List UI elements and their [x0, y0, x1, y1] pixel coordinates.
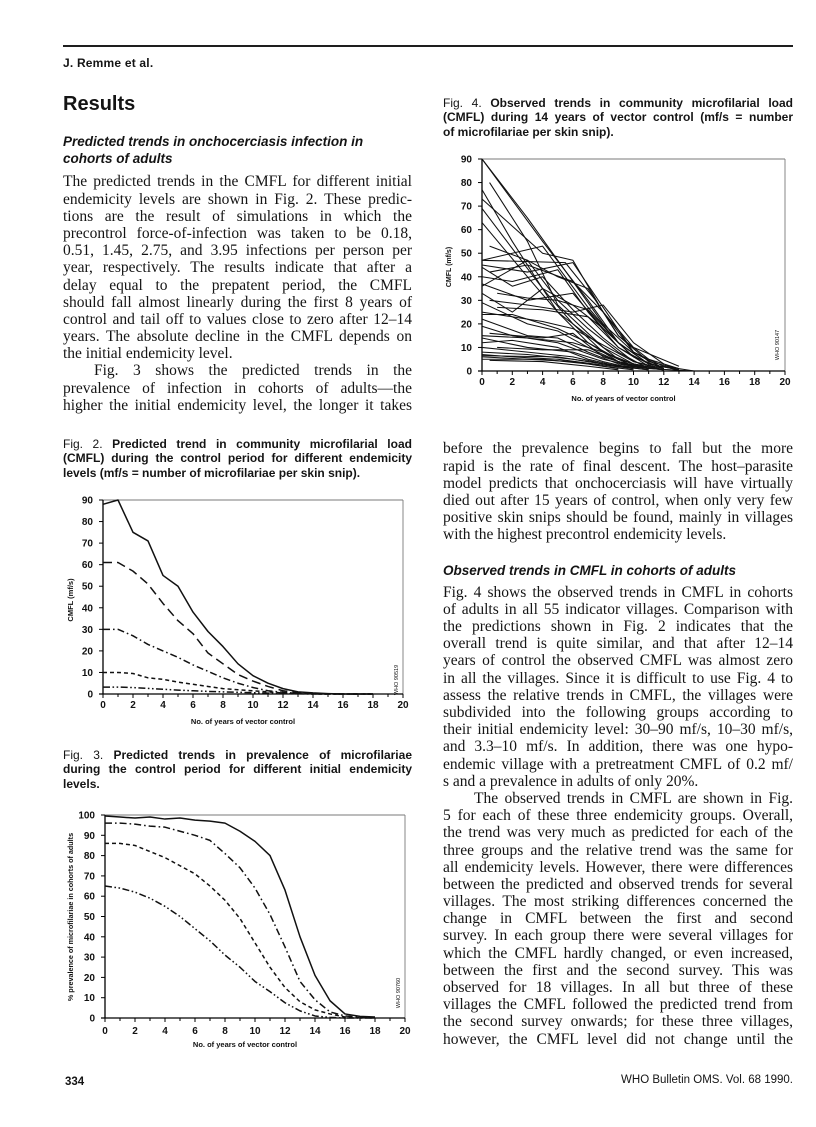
series-line-dash-dot-dot	[103, 687, 373, 694]
text-line: endemicity levels are shown in Fig. 2. These predic-	[63, 190, 412, 208]
y-axis-title: % prevalence of microfilariae in cohorts of adults	[66, 832, 75, 1002]
village-line	[482, 267, 664, 369]
village-line	[490, 183, 664, 370]
x-tick-label: 4	[160, 700, 166, 711]
x-tick-label: 16	[718, 377, 730, 388]
y-tick-label: 30	[83, 952, 95, 964]
text-line: assess the relative trends in CMFL, the villages were	[443, 686, 793, 704]
caption-text: Predicted trends in prevalence of microfilariae	[113, 747, 412, 762]
village-line	[482, 208, 664, 369]
left-body-text	[63, 173, 412, 414]
text-line: change in CMFL between the first and second	[443, 910, 793, 928]
text-line: The predicted trends in the CMFL for different initial	[63, 173, 412, 191]
text-line: all endemicity levels. However, there were differences	[443, 858, 793, 876]
x-tick-label: 14	[307, 700, 319, 711]
text-line: prevalence of infection in cohorts of adults—the	[63, 379, 412, 397]
text-line: in all the villages. Since it is difficult to use Fig. 4 to	[443, 669, 793, 687]
text-line: positive skin snips should be found, mainly in villages	[443, 509, 793, 527]
y-tick-label: 50	[81, 581, 93, 593]
y-tick-label: 40	[83, 932, 95, 944]
x-tick-label: 12	[277, 700, 289, 711]
text-line: survey. In each group there were several villages for	[443, 927, 793, 945]
village-line	[482, 356, 694, 371]
village-line	[482, 355, 634, 369]
text-line: and 3.3–10 mf/s. In addition, there was one hypo-	[443, 738, 793, 756]
x-tick-label: 2	[509, 377, 516, 388]
text-line: the trend was very much as predicted for each of the	[443, 824, 793, 842]
x-tick-label: 20	[399, 1026, 411, 1037]
y-axis-title: CMFL (mf/s)	[446, 246, 453, 288]
text-line: should fall almost linearly during the first 8 years of	[63, 293, 412, 311]
figure-label: Fig. 2.	[63, 436, 103, 451]
x-tick-label: 16	[337, 700, 349, 711]
text-line: died out after 15 years of control, when only very few	[443, 491, 793, 509]
series-line-dash-dot-dot	[105, 886, 375, 1018]
x-tick-label: 6	[190, 700, 196, 711]
series-line-solid	[103, 500, 373, 694]
y-tick-label: 80	[460, 178, 472, 190]
caption-line	[63, 437, 412, 452]
village-line	[482, 319, 649, 368]
y-tick-label: 50	[83, 912, 95, 923]
text-line: between the predicted and observed trends for several	[443, 875, 793, 893]
y-tick-label: 40	[81, 603, 93, 615]
village-line	[482, 159, 694, 371]
village-line	[482, 359, 618, 368]
x-tick-label: 10	[627, 377, 640, 388]
text-line: 0.51, 1.45, 2.75, and 3.95 infections per person per	[63, 242, 412, 260]
caption-line: levels (mf/s = number of microfilariae per skin snip).	[63, 465, 361, 480]
paragraph	[443, 790, 793, 1048]
figure-4-chart	[446, 155, 791, 404]
x-tick-label: 20	[397, 700, 409, 711]
village-line	[497, 347, 649, 368]
y-tick-label: 60	[83, 891, 95, 903]
village-line	[482, 159, 679, 370]
village-line	[482, 270, 649, 367]
text-line: higher the initial endemicity level, the longer it takes	[63, 396, 412, 414]
caption-line: of microfilariae per skin snip).	[443, 124, 614, 139]
village-line	[482, 314, 649, 368]
x-tick-label: 8	[600, 377, 606, 388]
text-line: however, the CMFL level did not change until the	[443, 1030, 793, 1048]
village-line	[490, 300, 664, 364]
x-tick-label: 2	[132, 1026, 138, 1037]
y-tick-label: 20	[81, 646, 93, 658]
series-line-short-dash	[105, 843, 375, 1018]
text-line: 5 for each of these three endemicity groups. Overall,	[443, 807, 793, 825]
text-line: villages the CMFL followed the predicted trend from	[443, 996, 793, 1014]
x-tick-label: 0	[102, 1026, 108, 1037]
y-tick-label: 70	[81, 538, 93, 550]
text-line: before the prevalence begins to fall but the more	[443, 440, 793, 458]
x-tick-label: 6	[192, 1026, 198, 1037]
running-head: J. Remme et al.	[63, 56, 154, 70]
x-tick-label: 8	[222, 1026, 228, 1037]
village-line	[497, 307, 649, 364]
text-line: years. The absolute decline in the CMFL depends on	[63, 328, 412, 346]
village-line	[490, 246, 679, 368]
village-line	[490, 333, 634, 366]
paragraph	[443, 440, 793, 543]
x-tick-label: 14	[309, 1026, 321, 1037]
text-line: control and tail off to values close to zero after 12–14	[63, 310, 412, 328]
y-tick-label: 20	[460, 319, 472, 331]
text-line: between the first and the second survey. This was	[443, 961, 793, 979]
village-line	[482, 347, 634, 368]
text-line: year, respectively. The results indicate that after a	[63, 259, 412, 277]
series-line-dash-dot	[103, 629, 373, 694]
text-line: of adults in all 55 indicator villages. Comparison with	[443, 600, 793, 618]
village-line	[482, 190, 649, 369]
text-line: villages. The most striking differences concerned the	[443, 893, 793, 911]
text-line: the initial endemicity level.	[63, 345, 233, 363]
figure-watermark: WHO 90147	[775, 329, 781, 361]
text-line: the predictions shown in Fig. 2 indicates that the	[443, 618, 793, 636]
y-tick-label: 60	[81, 560, 93, 572]
village-line	[482, 352, 649, 370]
village-line	[490, 265, 679, 366]
x-tick-label: 12	[279, 1026, 291, 1037]
page-number: 334	[65, 1076, 85, 1088]
y-tick-label: 80	[83, 851, 95, 863]
section-title: Results	[63, 93, 136, 115]
figure-3-caption	[63, 748, 412, 792]
text-line: The observed trends in CMFL are shown in Fig.	[474, 789, 793, 807]
y-tick-label: 0	[87, 689, 93, 701]
caption-line: (CMFL) during the control period for different endemicity	[63, 451, 412, 466]
village-line	[482, 260, 679, 368]
x-tick-label: 16	[339, 1026, 351, 1037]
journal-citation: WHO Bulletin OMS. Vol. 68 1990.	[621, 1074, 793, 1086]
caption-line: during the control period for different initial endemicity	[63, 762, 412, 777]
y-tick-label: 90	[81, 495, 93, 507]
text-line: endemic village with a pretreatment CMFL of 0.2 mf/	[443, 755, 793, 773]
x-tick-label: 18	[369, 1026, 381, 1037]
village-line	[482, 340, 649, 369]
caption-text: Predicted trend in community microfilarial load	[112, 436, 412, 451]
y-tick-label: 10	[460, 342, 472, 354]
x-tick-label: 0	[100, 700, 106, 711]
village-line	[482, 357, 634, 370]
village-line	[482, 246, 649, 364]
text-line: years of control the observed CMFL was almost zero	[443, 652, 793, 670]
y-tick-label: 60	[460, 225, 472, 237]
header-rule	[63, 45, 793, 47]
text-line: tions are the result of simulations in which the	[63, 207, 412, 225]
text-line: their initial endemicity level: 30–90 mf/s, 10–30 mf/s,	[443, 721, 793, 739]
x-tick-label: 2	[130, 700, 136, 711]
y-tick-label: 100	[78, 810, 95, 822]
y-tick-label: 50	[460, 248, 472, 260]
y-tick-label: 30	[460, 295, 472, 307]
caption-line: (CMFL) during 14 years of vector control (mf/s = number	[443, 110, 793, 125]
text-line: s and a prevalence in adults of only 20%.	[443, 772, 699, 790]
text-line: precontrol force-of-infection was taken to be 0.18,	[63, 224, 412, 242]
y-tick-label: 40	[460, 272, 472, 284]
subsection-title-line: Predicted trends in onchocerciasis infection in	[63, 133, 364, 149]
x-tick-label: 18	[367, 700, 379, 711]
text-line: model predicts that onchocerciasis will have virtually	[443, 474, 793, 492]
y-tick-label: 80	[81, 517, 93, 529]
y-tick-label: 0	[466, 366, 472, 378]
y-tick-label: 10	[81, 667, 93, 679]
village-line	[482, 312, 664, 369]
x-tick-label: 20	[779, 377, 791, 388]
text-line: subdivided into the following groups according to	[443, 704, 793, 721]
figure-4-caption	[443, 96, 793, 140]
village-line	[482, 303, 649, 369]
village-line	[490, 360, 619, 369]
village-line	[482, 289, 664, 369]
text-line: delay equal to the prepatent period, the CMFL	[63, 276, 412, 294]
village-line	[482, 326, 664, 370]
x-tick-label: 6	[570, 377, 576, 388]
right-body-text-bottom	[443, 584, 793, 1048]
x-tick-label: 0	[479, 377, 485, 388]
text-line: Fig. 4 shows the observed trends in CMFL in cohorts	[443, 583, 793, 601]
paragraph	[443, 584, 793, 790]
x-axis-title: No. of years of vector control	[192, 1040, 298, 1049]
text-line: observed for 18 villages. In all but three of these	[443, 979, 793, 996]
x-tick-label: 14	[688, 377, 700, 388]
x-axis-title: No. of years of vector control	[571, 394, 676, 403]
x-tick-label: 18	[749, 377, 761, 388]
figure-watermark: WHO 90760	[396, 977, 402, 1009]
x-axis-title: No. of years of vector control	[190, 717, 296, 726]
text-line: the second survey onwards; for these three villages,	[443, 1013, 793, 1031]
village-line	[482, 260, 649, 368]
subsection-title: Observed trends in CMFL in cohorts of adults	[443, 562, 737, 578]
right-body-text-top	[443, 440, 793, 543]
figure-watermark: WHO 90519	[394, 664, 400, 696]
x-tick-label: 4	[162, 1026, 168, 1037]
series-line-solid	[105, 816, 375, 1017]
text-line: which the CMFL hardly changed, or even increased,	[443, 944, 793, 962]
x-tick-label: 10	[249, 1026, 261, 1037]
text-line: Fig. 3 shows the predicted trends in the	[94, 362, 412, 380]
caption-line	[63, 748, 412, 763]
x-tick-label: 10	[247, 700, 259, 711]
series-line-long-dash	[103, 563, 373, 694]
caption-text: Observed trends in community microfilarial load	[490, 95, 793, 110]
village-line	[482, 263, 664, 369]
x-tick-label: 4	[539, 377, 546, 388]
text-line: overall trend is quite similar, and that after 12–14	[443, 635, 793, 653]
y-axis-title: CMFL (mf/s)	[66, 578, 75, 622]
figure-2-chart	[66, 496, 409, 727]
village-line	[482, 199, 664, 369]
village-line	[482, 223, 649, 369]
series-line-dash-dot	[105, 823, 375, 1017]
y-tick-label: 30	[81, 624, 93, 636]
village-line	[497, 293, 679, 370]
figure-label: Fig. 4.	[443, 95, 482, 110]
text-line: three groups and the relative trend was the same for	[443, 841, 793, 859]
caption-line	[443, 96, 793, 111]
y-tick-label: 20	[83, 972, 95, 984]
figure-2-caption	[63, 437, 412, 481]
figure-3-chart	[66, 811, 411, 1050]
y-tick-label: 70	[460, 201, 472, 213]
village-line	[482, 338, 634, 369]
x-tick-label: 8	[220, 700, 226, 711]
y-tick-label: 90	[460, 154, 472, 166]
paragraph	[63, 362, 412, 414]
y-tick-label: 10	[83, 993, 95, 1005]
subsection-title	[63, 133, 363, 167]
paragraph	[63, 173, 412, 362]
village-line	[482, 284, 664, 369]
series-line-short-dash	[103, 672, 373, 694]
text-line: with the highest precontrol endemicity levels.	[443, 526, 727, 544]
village-line	[482, 336, 664, 370]
figure-label: Fig. 3.	[63, 747, 104, 762]
y-tick-label: 70	[83, 871, 95, 883]
y-tick-label: 90	[83, 830, 95, 842]
y-tick-label: 0	[89, 1013, 95, 1025]
x-tick-label: 12	[658, 377, 670, 388]
subsection-title-line: cohorts of adults	[63, 150, 173, 166]
caption-line: levels.	[63, 776, 100, 791]
text-line: rapid is the rate of final descent. The host–parasite	[443, 457, 793, 475]
